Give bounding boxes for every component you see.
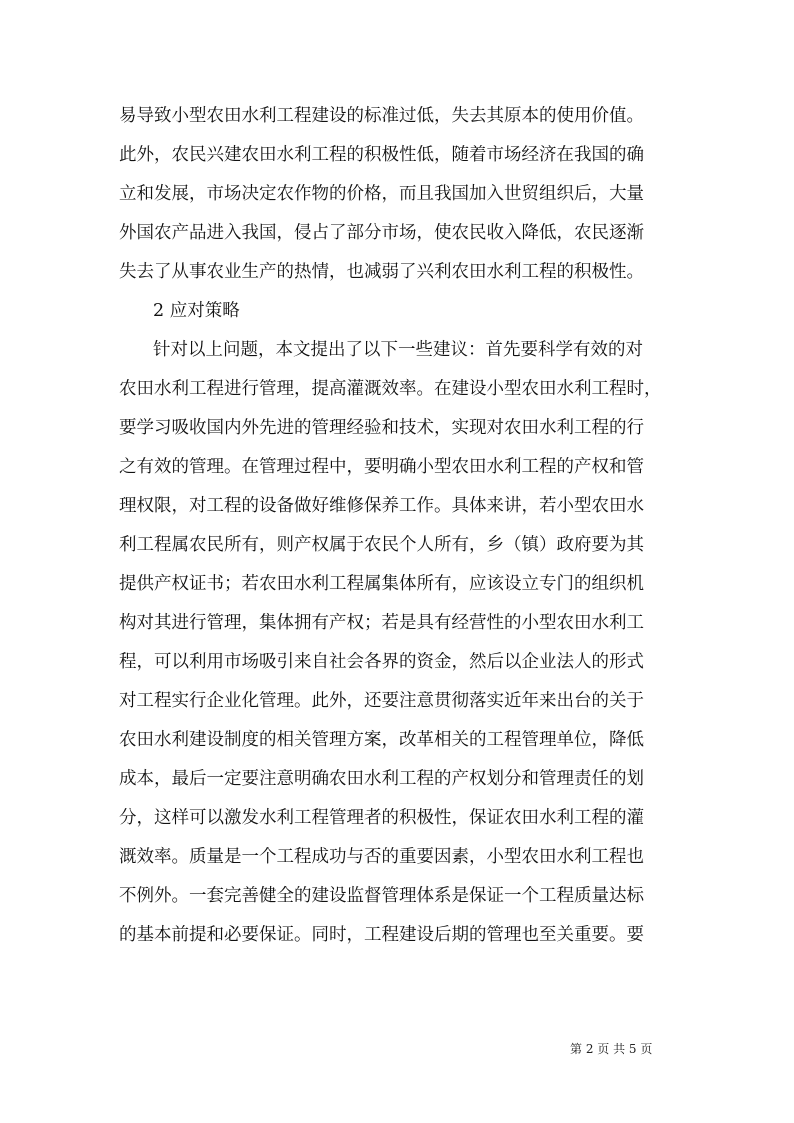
body-line: 成本，最后一定要注意明确农田水利工程的产权划分和管理责任的划	[119, 769, 644, 789]
body-line: 农田水利建设制度的相关管理方案，改革相关的工程管理单位，降低	[119, 730, 644, 750]
body-line: 失去了从事农业生产的热情，也减弱了兴利农田水利工程的积极性。	[119, 262, 644, 282]
body-line: 溉效率。质量是一个工程成功与否的重要因素，小型农田水利工程也	[119, 847, 644, 867]
body-line: 程，可以利用市场吸引来自社会各界的资金，然后以企业法人的形式	[119, 652, 644, 672]
body-line: 对工程实行企业化管理。此外，还要注意贯彻落实近年来出台的关于	[119, 691, 644, 711]
body-line: 利工程属农民所有，则产权属于农民个人所有，乡（镇）政府要为其	[119, 535, 644, 555]
body-line: 的基本前提和必要保证。同时，工程建设后期的管理也至关重要。要	[119, 925, 644, 945]
body-line: 之有效的管理。在管理过程中，要明确小型农田水利工程的产权和管	[119, 457, 644, 477]
section-heading: 2 应对策略	[153, 301, 240, 321]
body-line: 易导致小型农田水利工程建设的标准过低，失去其原本的使用价值。	[119, 106, 644, 126]
page-number: 第 2 页 共 5 页	[570, 1042, 653, 1056]
body-line: 立和发展，市场决定农作物的价格，而且我国加入世贸组织后，大量	[119, 184, 644, 204]
body-line: 构对其进行管理，集体拥有产权；若是具有经营性的小型农田水利工	[119, 613, 644, 633]
body-line: 农田水利工程进行管理，提高灌溉效率。在建设小型农田水利工程时，	[119, 379, 662, 399]
body-line: 外国农产品进入我国，侵占了部分市场，使农民收入降低，农民逐渐	[119, 223, 644, 243]
body-line: 要学习吸收国内外先进的管理经验和技术，实现对农田水利工程的行	[119, 418, 644, 438]
body-line: 不例外。一套完善健全的建设监督管理体系是保证一个工程质量达标	[119, 886, 644, 906]
body-line: 针对以上问题，本文提出了以下一些建议：首先要科学有效的对	[153, 340, 643, 360]
body-line: 理权限，对工程的设备做好维修保养工作。具体来讲，若小型农田水	[119, 496, 644, 516]
body-line: 此外，农民兴建农田水利工程的积极性低，随着市场经济在我国的确	[119, 145, 644, 165]
body-line: 分，这样可以激发水利工程管理者的积极性，保证农田水利工程的灌	[119, 808, 644, 828]
body-line: 提供产权证书；若农田水利工程属集体所有，应该设立专门的组织机	[119, 574, 644, 594]
